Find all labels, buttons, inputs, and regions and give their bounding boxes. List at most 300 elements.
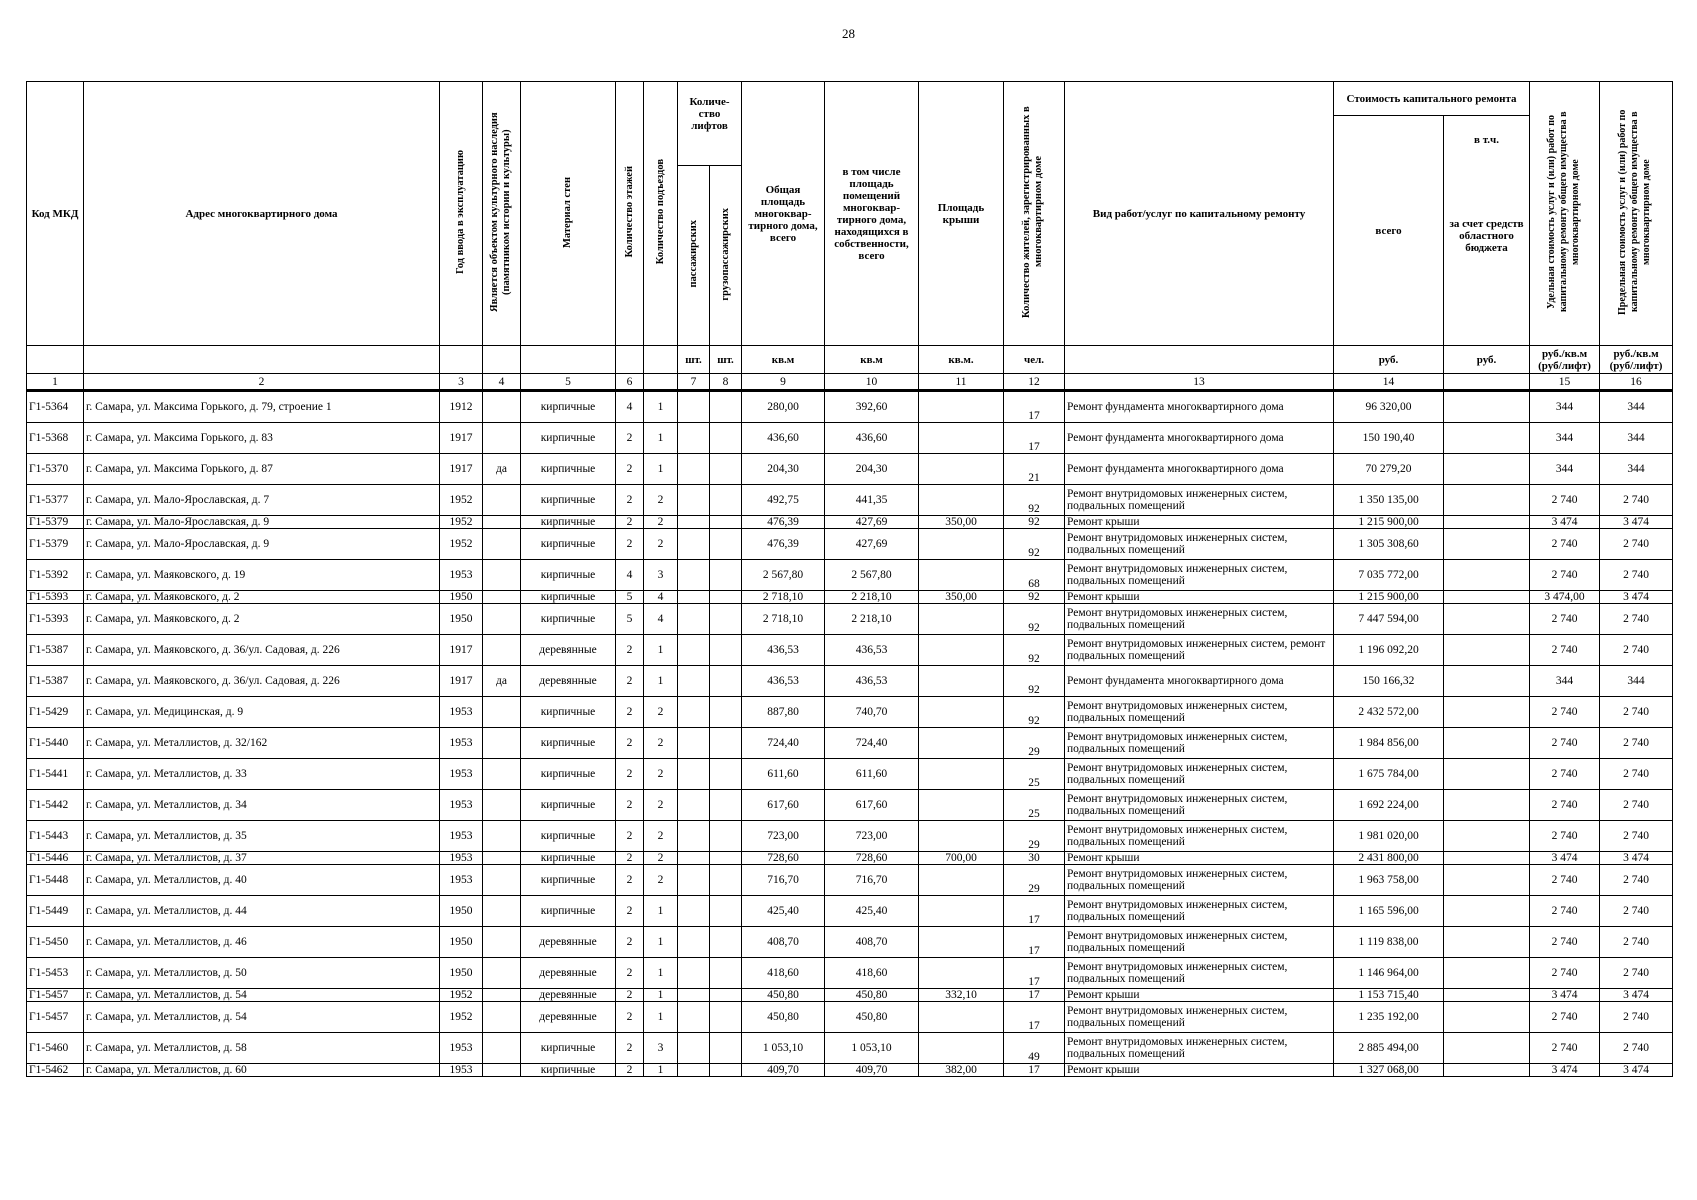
cell-work-type: Ремонт крыши: [1065, 852, 1334, 865]
cell-heritage: [483, 591, 521, 604]
cell-unit-cost: 2 740: [1530, 485, 1600, 516]
cell-work-type: Ремонт внутридомовых инженерных систем, подвальных помещений: [1065, 697, 1334, 728]
cell-limit-cost: 3 474: [1600, 516, 1673, 529]
cell-residents: 17: [1004, 1064, 1065, 1077]
cell-unit-cost: 2 740: [1530, 896, 1600, 927]
cell-residents: 25: [1004, 790, 1065, 821]
cell-entrances: 2: [644, 728, 678, 759]
cell-limit-cost: 2 740: [1600, 1033, 1673, 1064]
cell-cost-regional: [1444, 896, 1530, 927]
cell-address: г. Самара, ул. Маяковского, д. 36/ул. Садовая, д. 226: [84, 635, 440, 666]
cell-lifts-freight: [710, 1064, 742, 1077]
cell-work-type: Ремонт внутридомовых инженерных систем, подвальных помещений: [1065, 958, 1334, 989]
cell-entrances: 3: [644, 1033, 678, 1064]
table-row: [27, 865, 1673, 896]
cell-address: г. Самара, ул. Максима Горького, д. 87: [84, 454, 440, 485]
table-row: [27, 759, 1673, 790]
cell-cost-total: 2 431 800,00: [1334, 852, 1444, 865]
table-row: [27, 1002, 1673, 1033]
cell-work-type: Ремонт внутридомовых инженерных систем, подвальных помещений: [1065, 529, 1334, 560]
cell-residents: 29: [1004, 865, 1065, 896]
cell-address: г. Самара, ул. Металлистов, д. 60: [84, 1064, 440, 1077]
cell-unit-cost: 2 740: [1530, 604, 1600, 635]
cell-lifts-passenger: [678, 485, 710, 516]
cell-heritage: [483, 989, 521, 1002]
cell-lifts-freight: [710, 604, 742, 635]
cell-entrances: 2: [644, 529, 678, 560]
cell-roof-area: 350,00: [919, 516, 1004, 529]
cell-year: 1953: [440, 1033, 483, 1064]
cell-total-area: 611,60: [742, 759, 825, 790]
cell-roof-area: [919, 485, 1004, 516]
cell-roof-area: [919, 604, 1004, 635]
cell-total-area: 617,60: [742, 790, 825, 821]
cell-heritage: [483, 728, 521, 759]
cell-owned-area: 436,53: [825, 635, 919, 666]
cell-work-type: Ремонт внутридомовых инженерных систем, подвальных помещений: [1065, 759, 1334, 790]
cell-address: г. Самара, ул. Маяковского, д. 36/ул. Садовая, д. 226: [84, 666, 440, 697]
column-number: [644, 374, 678, 391]
table-row: [27, 1033, 1673, 1064]
cell-owned-area: 450,80: [825, 989, 919, 1002]
cell-address: г. Самара, ул. Маяковского, д. 2: [84, 604, 440, 635]
cell-residents: 29: [1004, 821, 1065, 852]
cell-cost-total: 1 119 838,00: [1334, 927, 1444, 958]
cell-floors: 2: [616, 529, 644, 560]
cell-roof-area: 700,00: [919, 852, 1004, 865]
header-unit-cost: Удельная стоимость услуг и (или) работ по капитальному ремонту общего имущества в многоквартирном доме: [1545, 111, 1581, 313]
cell-entrances: 1: [644, 989, 678, 1002]
cell-code: Г1-5457: [27, 1002, 84, 1033]
cell-address: г. Самара, ул. Металлистов, д. 40: [84, 865, 440, 896]
column-number: [1444, 374, 1530, 391]
cell-year: 1953: [440, 790, 483, 821]
table-row: [27, 790, 1673, 821]
cell-total-area: 450,80: [742, 989, 825, 1002]
cell-cost-total: 1 215 900,00: [1334, 591, 1444, 604]
cell-lifts-passenger: [678, 1064, 710, 1077]
cell-entrances: 1: [644, 958, 678, 989]
cell-cost-regional: [1444, 529, 1530, 560]
column-number: 5: [521, 374, 616, 391]
cell-residents: 92: [1004, 635, 1065, 666]
cell-heritage: [483, 697, 521, 728]
cell-limit-cost: 2 740: [1600, 560, 1673, 591]
cell-entrances: 2: [644, 697, 678, 728]
cell-floors: 2: [616, 989, 644, 1002]
cell-cost-regional: [1444, 635, 1530, 666]
cell-cost-total: 1 165 596,00: [1334, 896, 1444, 927]
cell-address: г. Самара, ул. Максима Горького, д. 83: [84, 423, 440, 454]
cell-cost-total: 1 327 068,00: [1334, 1064, 1444, 1077]
header-cost-incl-label: в т.ч.: [1474, 134, 1499, 146]
cell-cost-regional: [1444, 728, 1530, 759]
cell-floors: 2: [616, 927, 644, 958]
cell-floors: 5: [616, 591, 644, 604]
cell-cost-regional: [1444, 865, 1530, 896]
cell-lifts-freight: [710, 423, 742, 454]
table-row: [27, 728, 1673, 759]
cell-lifts-freight: [710, 759, 742, 790]
cell-year: 1952: [440, 516, 483, 529]
column-number: 16: [1600, 374, 1673, 391]
cell-total-area: 408,70: [742, 927, 825, 958]
cell-wall: кирпичные: [521, 516, 616, 529]
column-number: 7: [678, 374, 710, 391]
cell-lifts-passenger: [678, 865, 710, 896]
cell-work-type: Ремонт внутридомовых инженерных систем, ремонт подвальных помещений: [1065, 635, 1334, 666]
cell-unit-cost: 3 474: [1530, 516, 1600, 529]
cell-floors: 2: [616, 865, 644, 896]
cell-lifts-passenger: [678, 635, 710, 666]
header-entrances: Количество подъездов: [654, 159, 666, 265]
header-floors: Количество этажей: [623, 166, 635, 258]
cell-owned-area: 716,70: [825, 865, 919, 896]
cell-limit-cost: 3 474: [1600, 852, 1673, 865]
cell-code: Г1-5450: [27, 927, 84, 958]
cell-lifts-passenger: [678, 927, 710, 958]
cell-residents: 92: [1004, 516, 1065, 529]
cell-cost-total: 1 305 308,60: [1334, 529, 1444, 560]
cell-roof-area: [919, 423, 1004, 454]
cell-code: Г1-5392: [27, 560, 84, 591]
cell-owned-area: 724,40: [825, 728, 919, 759]
cell-year: 1950: [440, 927, 483, 958]
table-row: [27, 423, 1673, 454]
cell-entrances: 2: [644, 865, 678, 896]
cell-wall: кирпичные: [521, 604, 616, 635]
cell-work-type: Ремонт крыши: [1065, 1064, 1334, 1077]
cell-residents: 68: [1004, 560, 1065, 591]
cell-floors: 2: [616, 896, 644, 927]
cell-cost-regional: [1444, 560, 1530, 591]
cell-code: Г1-5441: [27, 759, 84, 790]
cell-lifts-freight: [710, 852, 742, 865]
cell-heritage: [483, 560, 521, 591]
cell-address: г. Самара, ул. Металлистов, д. 33: [84, 759, 440, 790]
cell-lifts-passenger: [678, 790, 710, 821]
cell-work-type: Ремонт внутридомовых инженерных систем, подвальных помещений: [1065, 1002, 1334, 1033]
table-row: [27, 1064, 1673, 1077]
cell-limit-cost: 2 740: [1600, 958, 1673, 989]
cell-cost-regional: [1444, 697, 1530, 728]
cell-cost-total: 1 984 856,00: [1334, 728, 1444, 759]
cell-total-area: 204,30: [742, 454, 825, 485]
cell-owned-area: 441,35: [825, 485, 919, 516]
cell-address: г. Самара, ул. Мало-Ярославская, д. 7: [84, 485, 440, 516]
cell-wall: кирпичные: [521, 423, 616, 454]
cell-unit-cost: 2 740: [1530, 1002, 1600, 1033]
cell-work-type: Ремонт внутридомовых инженерных систем, подвальных помещений: [1065, 896, 1334, 927]
cell-unit-cost: 2 740: [1530, 958, 1600, 989]
cell-floors: 2: [616, 728, 644, 759]
cell-year: 1953: [440, 759, 483, 790]
cell-roof-area: [919, 666, 1004, 697]
cell-entrances: 2: [644, 759, 678, 790]
cell-wall: кирпичные: [521, 485, 616, 516]
cell-address: г. Самара, ул. Мало-Ярославская, д. 9: [84, 529, 440, 560]
cell-code: Г1-5393: [27, 591, 84, 604]
cell-year: 1953: [440, 865, 483, 896]
column-number: 4: [483, 374, 521, 391]
cell-total-area: 436,53: [742, 635, 825, 666]
cell-code: Г1-5393: [27, 604, 84, 635]
header-cost-regional: за счет средств областного бюджета: [1449, 218, 1524, 254]
cell-address: г. Самара, ул. Металлистов, д. 44: [84, 896, 440, 927]
cell-limit-cost: 2 740: [1600, 865, 1673, 896]
cell-wall: кирпичные: [521, 728, 616, 759]
cell-cost-regional: [1444, 1002, 1530, 1033]
cell-lifts-passenger: [678, 821, 710, 852]
cell-code: Г1-5440: [27, 728, 84, 759]
cell-lifts-freight: [710, 697, 742, 728]
cell-address: г. Самара, ул. Маяковского, д. 19: [84, 560, 440, 591]
unit-rub-total: руб.: [1334, 346, 1444, 374]
cell-limit-cost: 344: [1600, 391, 1673, 423]
cell-code: Г1-5443: [27, 821, 84, 852]
cell-wall: кирпичные: [521, 454, 616, 485]
cell-cost-total: 150 190,40: [1334, 423, 1444, 454]
cell-lifts-freight: [710, 927, 742, 958]
cell-total-area: 723,00: [742, 821, 825, 852]
header-total-area: Общая площадь многоквар-тирного дома, всего: [742, 82, 825, 346]
cell-lifts-freight: [710, 529, 742, 560]
cell-year: 1952: [440, 1002, 483, 1033]
cell-lifts-freight: [710, 821, 742, 852]
cell-year: 1953: [440, 560, 483, 591]
cell-entrances: 1: [644, 454, 678, 485]
cell-heritage: [483, 516, 521, 529]
cell-lifts-freight: [710, 958, 742, 989]
cell-limit-cost: 2 740: [1600, 604, 1673, 635]
cell-residents: 17: [1004, 958, 1065, 989]
cell-total-area: 728,60: [742, 852, 825, 865]
column-number-row: [27, 374, 1673, 391]
cell-wall: кирпичные: [521, 852, 616, 865]
cell-unit-cost: 2 740: [1530, 560, 1600, 591]
cell-unit-cost: 2 740: [1530, 697, 1600, 728]
cell-lifts-passenger: [678, 666, 710, 697]
header-residents: Количество жителей, зарегистрированных в многоквартирном доме: [1021, 106, 1044, 318]
cell-lifts-freight: [710, 635, 742, 666]
table-row: [27, 604, 1673, 635]
cell-floors: 5: [616, 604, 644, 635]
cell-code: Г1-5377: [27, 485, 84, 516]
cell-address: г. Самара, ул. Металлистов, д. 58: [84, 1033, 440, 1064]
cell-limit-cost: 344: [1600, 423, 1673, 454]
cell-work-type: Ремонт внутридомовых инженерных систем, подвальных помещений: [1065, 865, 1334, 896]
cell-floors: 4: [616, 391, 644, 423]
cell-floors: 2: [616, 697, 644, 728]
table-row: [27, 697, 1673, 728]
cell-year: 1917: [440, 423, 483, 454]
cell-code: Г1-5429: [27, 697, 84, 728]
cell-work-type: Ремонт крыши: [1065, 516, 1334, 529]
column-number: 10: [825, 374, 919, 391]
cell-total-area: 476,39: [742, 529, 825, 560]
cell-cost-total: 1 153 715,40: [1334, 989, 1444, 1002]
cell-entrances: 2: [644, 516, 678, 529]
cell-code: Г1-5387: [27, 635, 84, 666]
cell-work-type: Ремонт крыши: [1065, 989, 1334, 1002]
header-cost: Стоимость капитального ремонта: [1334, 82, 1530, 116]
cell-total-area: 476,39: [742, 516, 825, 529]
unit-pcs-passenger: шт.: [678, 346, 710, 374]
cell-cost-total: 70 279,20: [1334, 454, 1444, 485]
cell-heritage: [483, 821, 521, 852]
cell-cost-regional: [1444, 391, 1530, 423]
cell-year: 1917: [440, 635, 483, 666]
cell-total-area: 2 718,10: [742, 591, 825, 604]
cell-lifts-passenger: [678, 852, 710, 865]
cell-floors: 2: [616, 790, 644, 821]
cell-entrances: 2: [644, 485, 678, 516]
cell-residents: 25: [1004, 759, 1065, 790]
unit-sqm-owned: кв.м: [825, 346, 919, 374]
cell-code: Г1-5446: [27, 852, 84, 865]
cell-cost-regional: [1444, 790, 1530, 821]
cell-residents: 92: [1004, 604, 1065, 635]
cell-floors: 2: [616, 1064, 644, 1077]
cell-code: Г1-5453: [27, 958, 84, 989]
cell-total-area: 2 718,10: [742, 604, 825, 635]
cell-entrances: 2: [644, 852, 678, 865]
cell-lifts-passenger: [678, 759, 710, 790]
cell-cost-regional: [1444, 821, 1530, 852]
cell-cost-regional: [1444, 591, 1530, 604]
cell-heritage: [483, 604, 521, 635]
cell-code: Г1-5368: [27, 423, 84, 454]
cell-floors: 2: [616, 958, 644, 989]
column-number: 6: [616, 374, 644, 391]
cell-lifts-freight: [710, 516, 742, 529]
cell-limit-cost: 2 740: [1600, 790, 1673, 821]
cell-heritage: [483, 1033, 521, 1064]
cell-cost-regional: [1444, 958, 1530, 989]
unit-pcs-freight: шт.: [710, 346, 742, 374]
cell-wall: деревянные: [521, 958, 616, 989]
cell-wall: кирпичные: [521, 560, 616, 591]
unit-sqm-total: кв.м: [742, 346, 825, 374]
cell-residents: 92: [1004, 697, 1065, 728]
cell-owned-area: 427,69: [825, 516, 919, 529]
cell-unit-cost: 344: [1530, 454, 1600, 485]
cell-entrances: 4: [644, 591, 678, 604]
cell-wall: деревянные: [521, 989, 616, 1002]
cell-cost-regional: [1444, 759, 1530, 790]
table-row: [27, 927, 1673, 958]
capital-repair-table: [26, 81, 1673, 1077]
cell-year: 1952: [440, 529, 483, 560]
table-body: [27, 391, 1673, 1077]
table-row: [27, 821, 1673, 852]
cell-code: Г1-5379: [27, 516, 84, 529]
cell-unit-cost: 2 740: [1530, 927, 1600, 958]
table-row: [27, 454, 1673, 485]
cell-cost-regional: [1444, 423, 1530, 454]
table-row: [27, 516, 1673, 529]
cell-limit-cost: 3 474: [1600, 591, 1673, 604]
cell-owned-area: 2 567,80: [825, 560, 919, 591]
cell-cost-regional: [1444, 604, 1530, 635]
cell-lifts-passenger: [678, 591, 710, 604]
unit-rub-regional: руб.: [1444, 346, 1530, 374]
cell-lifts-freight: [710, 560, 742, 591]
cell-owned-area: 2 218,10: [825, 604, 919, 635]
cell-lifts-freight: [710, 728, 742, 759]
table-row: [27, 958, 1673, 989]
cell-address: г. Самара, ул. Максима Горького, д. 79, строение 1: [84, 391, 440, 423]
cell-cost-total: 1 963 758,00: [1334, 865, 1444, 896]
cell-entrances: 1: [644, 1002, 678, 1033]
cell-roof-area: [919, 560, 1004, 591]
unit-people: чел.: [1004, 346, 1065, 374]
cell-lifts-passenger: [678, 958, 710, 989]
cell-year: 1950: [440, 896, 483, 927]
table-row: [27, 485, 1673, 516]
cell-owned-area: 450,80: [825, 1002, 919, 1033]
cell-code: Г1-5449: [27, 896, 84, 927]
column-number: 15: [1530, 374, 1600, 391]
cell-lifts-passenger: [678, 989, 710, 1002]
cell-cost-regional: [1444, 666, 1530, 697]
header-cost-incl: [1444, 116, 1530, 346]
cell-cost-total: 150 166,32: [1334, 666, 1444, 697]
header-code: Код МКД: [27, 82, 84, 346]
cell-limit-cost: 2 740: [1600, 728, 1673, 759]
cell-entrances: 4: [644, 604, 678, 635]
cell-code: Г1-5462: [27, 1064, 84, 1077]
cell-code: Г1-5457: [27, 989, 84, 1002]
cell-lifts-passenger: [678, 529, 710, 560]
cell-cost-total: 1 146 964,00: [1334, 958, 1444, 989]
cell-year: 1952: [440, 989, 483, 1002]
cell-heritage: [483, 485, 521, 516]
cell-work-type: Ремонт внутридомовых инженерных систем, подвальных помещений: [1065, 790, 1334, 821]
cell-heritage: [483, 958, 521, 989]
cell-total-area: 418,60: [742, 958, 825, 989]
column-number: 14: [1334, 374, 1444, 391]
cell-cost-total: 1 196 092,20: [1334, 635, 1444, 666]
cell-owned-area: 418,60: [825, 958, 919, 989]
cell-code: Г1-5370: [27, 454, 84, 485]
cell-residents: 17: [1004, 927, 1065, 958]
cell-residents: 17: [1004, 896, 1065, 927]
cell-wall: кирпичные: [521, 697, 616, 728]
cell-lifts-freight: [710, 989, 742, 1002]
cell-heritage: [483, 790, 521, 821]
cell-lifts-freight: [710, 454, 742, 485]
cell-residents: 17: [1004, 1002, 1065, 1033]
cell-residents: 92: [1004, 529, 1065, 560]
cell-owned-area: 728,60: [825, 852, 919, 865]
column-number: 12: [1004, 374, 1065, 391]
table-row: [27, 529, 1673, 560]
cell-cost-regional: [1444, 1033, 1530, 1064]
cell-wall: кирпичные: [521, 790, 616, 821]
cell-heritage: [483, 635, 521, 666]
cell-total-area: 436,60: [742, 423, 825, 454]
cell-roof-area: [919, 927, 1004, 958]
cell-entrances: 1: [644, 896, 678, 927]
page-number: 28: [842, 26, 855, 41]
table-row: [27, 560, 1673, 591]
cell-cost-regional: [1444, 454, 1530, 485]
cell-code: Г1-5460: [27, 1033, 84, 1064]
cell-total-area: 436,53: [742, 666, 825, 697]
cell-limit-cost: 2 740: [1600, 896, 1673, 927]
cell-unit-cost: 3 474: [1530, 852, 1600, 865]
